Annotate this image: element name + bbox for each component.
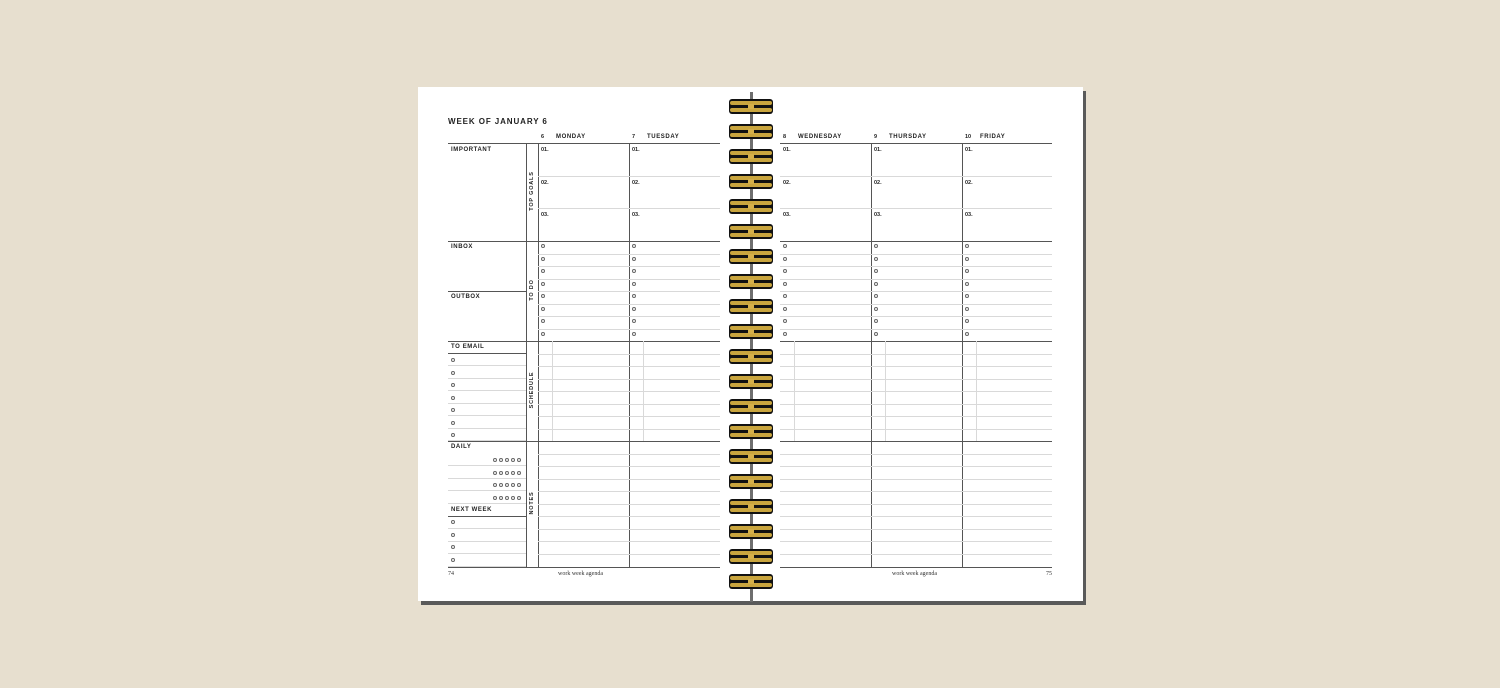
todo-checkbox[interactable]	[632, 319, 636, 323]
notes-rule	[538, 554, 720, 555]
daily-checkbox[interactable]	[505, 471, 509, 475]
todo-checkbox[interactable]	[965, 294, 969, 298]
notes-rule	[538, 466, 720, 467]
goal-number: 02.	[874, 180, 882, 186]
todo-checkbox[interactable]	[965, 332, 969, 336]
day-number: 7	[632, 134, 636, 140]
todo-checkbox[interactable]	[541, 282, 545, 286]
daily-checkbox[interactable]	[493, 483, 497, 487]
schedule-time-line	[976, 341, 977, 441]
day-header: WEDNESDAY	[798, 134, 842, 140]
todo-rule	[780, 279, 1052, 280]
notes-rule	[538, 491, 720, 492]
list-rule	[448, 378, 526, 379]
list-rule	[448, 390, 526, 391]
notes-rule	[538, 516, 720, 517]
email-checkbox[interactable]	[451, 383, 455, 387]
todo-checkbox[interactable]	[874, 332, 878, 336]
list-rule	[448, 553, 526, 554]
spiral-ring	[729, 99, 773, 114]
notes-label: NOTES	[529, 491, 535, 515]
page-title: WEEK OF JANUARY 6	[448, 117, 548, 126]
list-rule	[448, 541, 526, 542]
todo-checkbox[interactable]	[632, 244, 636, 248]
notes-rule	[780, 466, 1052, 467]
todo-rule	[538, 304, 720, 305]
next-week-checkbox[interactable]	[451, 520, 455, 524]
next-week-checkbox[interactable]	[451, 533, 455, 537]
notes-rule	[780, 529, 1052, 530]
spiral-ring	[729, 174, 773, 189]
daily-checkbox[interactable]	[505, 458, 509, 462]
daily-checkbox[interactable]	[511, 483, 515, 487]
schedule-rule	[780, 379, 1052, 380]
schedule-time-line	[794, 341, 795, 441]
list-rule	[448, 415, 526, 416]
schedule-rule	[538, 366, 720, 367]
todo-checkbox[interactable]	[874, 244, 878, 248]
to-email-label: TO EMAIL	[451, 344, 485, 350]
todo-checkbox[interactable]	[541, 294, 545, 298]
todo-rule	[780, 266, 1052, 267]
daily-checkbox[interactable]	[517, 471, 521, 475]
daily-checkbox[interactable]	[499, 496, 503, 500]
notes-rule	[780, 454, 1052, 455]
goal-number: 01.	[965, 147, 973, 153]
daily-checkbox[interactable]	[517, 483, 521, 487]
todo-rule	[538, 316, 720, 317]
footer-caption: work week agenda	[558, 571, 603, 577]
goal-number: 02.	[783, 180, 791, 186]
schedule-rule	[780, 366, 1052, 367]
section-divider	[448, 567, 720, 568]
section-divider	[780, 341, 1052, 342]
schedule-rule	[780, 416, 1052, 417]
notes-rule	[780, 479, 1052, 480]
todo-checkbox[interactable]	[632, 294, 636, 298]
day-number: 10	[965, 134, 972, 140]
todo-checkbox[interactable]	[874, 269, 878, 273]
todo-rule	[538, 254, 720, 255]
todo-checkbox[interactable]	[632, 307, 636, 311]
todo-checkbox[interactable]	[965, 257, 969, 261]
goal-number: 01.	[632, 147, 640, 153]
todo-checkbox[interactable]	[632, 282, 636, 286]
goal-rule	[780, 208, 1052, 209]
goal-number: 01.	[541, 147, 549, 153]
email-checkbox[interactable]	[451, 358, 455, 362]
next-week-label: NEXT WEEK	[451, 507, 493, 513]
todo-checkbox[interactable]	[783, 282, 787, 286]
section-divider	[448, 291, 526, 292]
important-label: IMPORTANT	[451, 147, 492, 153]
todo-checkbox[interactable]	[783, 332, 787, 336]
notes-rule	[538, 541, 720, 542]
goal-number: 03.	[874, 212, 882, 218]
column-divider	[526, 143, 527, 567]
spiral-ring	[729, 374, 773, 389]
goal-number: 02.	[632, 180, 640, 186]
schedule-rule	[780, 404, 1052, 405]
todo-checkbox[interactable]	[783, 319, 787, 323]
daily-checkbox[interactable]	[511, 496, 515, 500]
schedule-label: SCHEDULE	[529, 371, 535, 409]
inbox-label: INBOX	[451, 244, 474, 250]
day-header: TUESDAY	[647, 134, 680, 140]
day-header: FRIDAY	[980, 134, 1006, 140]
section-divider	[780, 441, 1052, 442]
footer-caption: work week agenda	[892, 571, 937, 577]
daily-checkbox[interactable]	[499, 458, 503, 462]
day-number: 9	[874, 134, 878, 140]
schedule-rule	[780, 391, 1052, 392]
daily-checkbox[interactable]	[493, 471, 497, 475]
email-checkbox[interactable]	[451, 408, 455, 412]
todo-checkbox[interactable]	[783, 294, 787, 298]
spiral-ring	[729, 474, 773, 489]
list-rule	[448, 478, 526, 479]
todo-checkbox[interactable]	[541, 319, 545, 323]
spiral-ring	[729, 549, 773, 564]
notes-rule	[780, 504, 1052, 505]
daily-checkbox[interactable]	[517, 496, 521, 500]
daily-checkbox[interactable]	[517, 458, 521, 462]
spiral-ring	[729, 424, 773, 439]
todo-rule	[538, 329, 720, 330]
notes-rule	[780, 516, 1052, 517]
list-rule	[448, 566, 526, 567]
daily-checkbox[interactable]	[511, 471, 515, 475]
spiral-ring	[729, 524, 773, 539]
spiral-ring	[729, 224, 773, 239]
schedule-rule	[538, 391, 720, 392]
todo-checkbox[interactable]	[783, 244, 787, 248]
schedule-time-line	[885, 341, 886, 441]
schedule-rule	[538, 354, 720, 355]
notes-rule	[780, 491, 1052, 492]
todo-checkbox[interactable]	[965, 319, 969, 323]
todo-rule	[780, 291, 1052, 292]
schedule-rule	[538, 379, 720, 380]
section-divider	[448, 341, 720, 342]
todo-checkbox[interactable]	[965, 269, 969, 273]
top-goals-label: TOP GOALS	[529, 171, 535, 211]
todo-checkbox[interactable]	[632, 269, 636, 273]
todo-checkbox[interactable]	[874, 319, 878, 323]
section-divider	[780, 241, 1052, 242]
todo-checkbox[interactable]	[783, 257, 787, 261]
goal-rule	[780, 176, 1052, 177]
daily-checkbox[interactable]	[499, 471, 503, 475]
to-do-label: TO DO	[529, 279, 535, 301]
spiral-ring	[729, 274, 773, 289]
schedule-time-line	[643, 341, 644, 441]
goal-number: 02.	[965, 180, 973, 186]
todo-rule	[538, 279, 720, 280]
section-divider	[780, 567, 1052, 568]
notes-rule	[538, 504, 720, 505]
todo-checkbox[interactable]	[965, 244, 969, 248]
section-divider	[448, 441, 720, 442]
right-page-number: 75	[1046, 571, 1052, 577]
goal-number: 03.	[783, 212, 791, 218]
list-rule	[448, 465, 526, 466]
email-checkbox[interactable]	[451, 396, 455, 400]
spiral-ring	[729, 249, 773, 264]
left-page-number: 74	[448, 571, 454, 577]
daily-label: DAILY	[451, 444, 472, 450]
goal-number: 01.	[783, 147, 791, 153]
daily-checkbox[interactable]	[511, 458, 515, 462]
spiral-ring	[729, 299, 773, 314]
email-checkbox[interactable]	[451, 371, 455, 375]
list-rule	[448, 528, 526, 529]
spiral-ring	[729, 499, 773, 514]
section-divider	[448, 241, 720, 242]
goal-number: 03.	[965, 212, 973, 218]
goal-rule	[538, 208, 720, 209]
schedule-rule	[538, 404, 720, 405]
todo-rule	[538, 266, 720, 267]
todo-checkbox[interactable]	[632, 332, 636, 336]
todo-checkbox[interactable]	[965, 282, 969, 286]
section-divider	[780, 143, 1052, 144]
section-divider	[448, 353, 526, 354]
goal-number: 02.	[541, 180, 549, 186]
schedule-rule	[780, 429, 1052, 430]
day-header: THURSDAY	[889, 134, 927, 140]
list-rule	[448, 440, 526, 441]
goal-number: 01.	[874, 147, 882, 153]
todo-checkbox[interactable]	[783, 307, 787, 311]
spiral-ring	[729, 349, 773, 364]
spiral-ring	[729, 574, 773, 589]
schedule-time-line	[552, 341, 553, 441]
goal-number: 03.	[541, 212, 549, 218]
todo-rule	[780, 329, 1052, 330]
todo-checkbox[interactable]	[874, 294, 878, 298]
daily-checkbox[interactable]	[493, 458, 497, 462]
todo-rule	[780, 254, 1052, 255]
schedule-rule	[538, 429, 720, 430]
todo-checkbox[interactable]	[541, 332, 545, 336]
spiral-ring	[729, 124, 773, 139]
spiral-ring	[729, 149, 773, 164]
list-rule	[448, 490, 526, 491]
notes-rule	[780, 554, 1052, 555]
section-divider	[448, 516, 526, 517]
email-checkbox[interactable]	[451, 421, 455, 425]
todo-checkbox[interactable]	[541, 244, 545, 248]
schedule-rule	[538, 416, 720, 417]
todo-rule	[780, 316, 1052, 317]
todo-checkbox[interactable]	[783, 269, 787, 273]
todo-checkbox[interactable]	[874, 307, 878, 311]
spiral-ring	[729, 399, 773, 414]
todo-checkbox[interactable]	[874, 282, 878, 286]
daily-checkbox[interactable]	[499, 483, 503, 487]
goal-rule	[538, 176, 720, 177]
todo-checkbox[interactable]	[541, 257, 545, 261]
outbox-label: OUTBOX	[451, 294, 481, 300]
daily-checkbox[interactable]	[505, 496, 509, 500]
todo-checkbox[interactable]	[965, 307, 969, 311]
next-week-checkbox[interactable]	[451, 558, 455, 562]
schedule-rule	[780, 354, 1052, 355]
goal-number: 03.	[632, 212, 640, 218]
notes-rule	[538, 529, 720, 530]
list-rule	[448, 428, 526, 429]
next-week-checkbox[interactable]	[451, 545, 455, 549]
notes-rule	[780, 541, 1052, 542]
email-checkbox[interactable]	[451, 433, 455, 437]
spiral-ring	[729, 324, 773, 339]
list-rule	[448, 503, 526, 504]
day-header: MONDAY	[556, 134, 586, 140]
section-divider	[448, 143, 720, 144]
list-rule	[448, 365, 526, 366]
notes-rule	[538, 454, 720, 455]
list-rule	[448, 403, 526, 404]
todo-checkbox[interactable]	[632, 257, 636, 261]
notes-rule	[538, 479, 720, 480]
todo-checkbox[interactable]	[541, 269, 545, 273]
todo-checkbox[interactable]	[541, 307, 545, 311]
spiral-ring	[729, 199, 773, 214]
todo-checkbox[interactable]	[874, 257, 878, 261]
daily-checkbox[interactable]	[493, 496, 497, 500]
todo-rule	[538, 291, 720, 292]
todo-rule	[780, 304, 1052, 305]
daily-checkbox[interactable]	[505, 483, 509, 487]
day-number: 6	[541, 134, 545, 140]
spiral-ring	[729, 449, 773, 464]
day-number: 8	[783, 134, 787, 140]
